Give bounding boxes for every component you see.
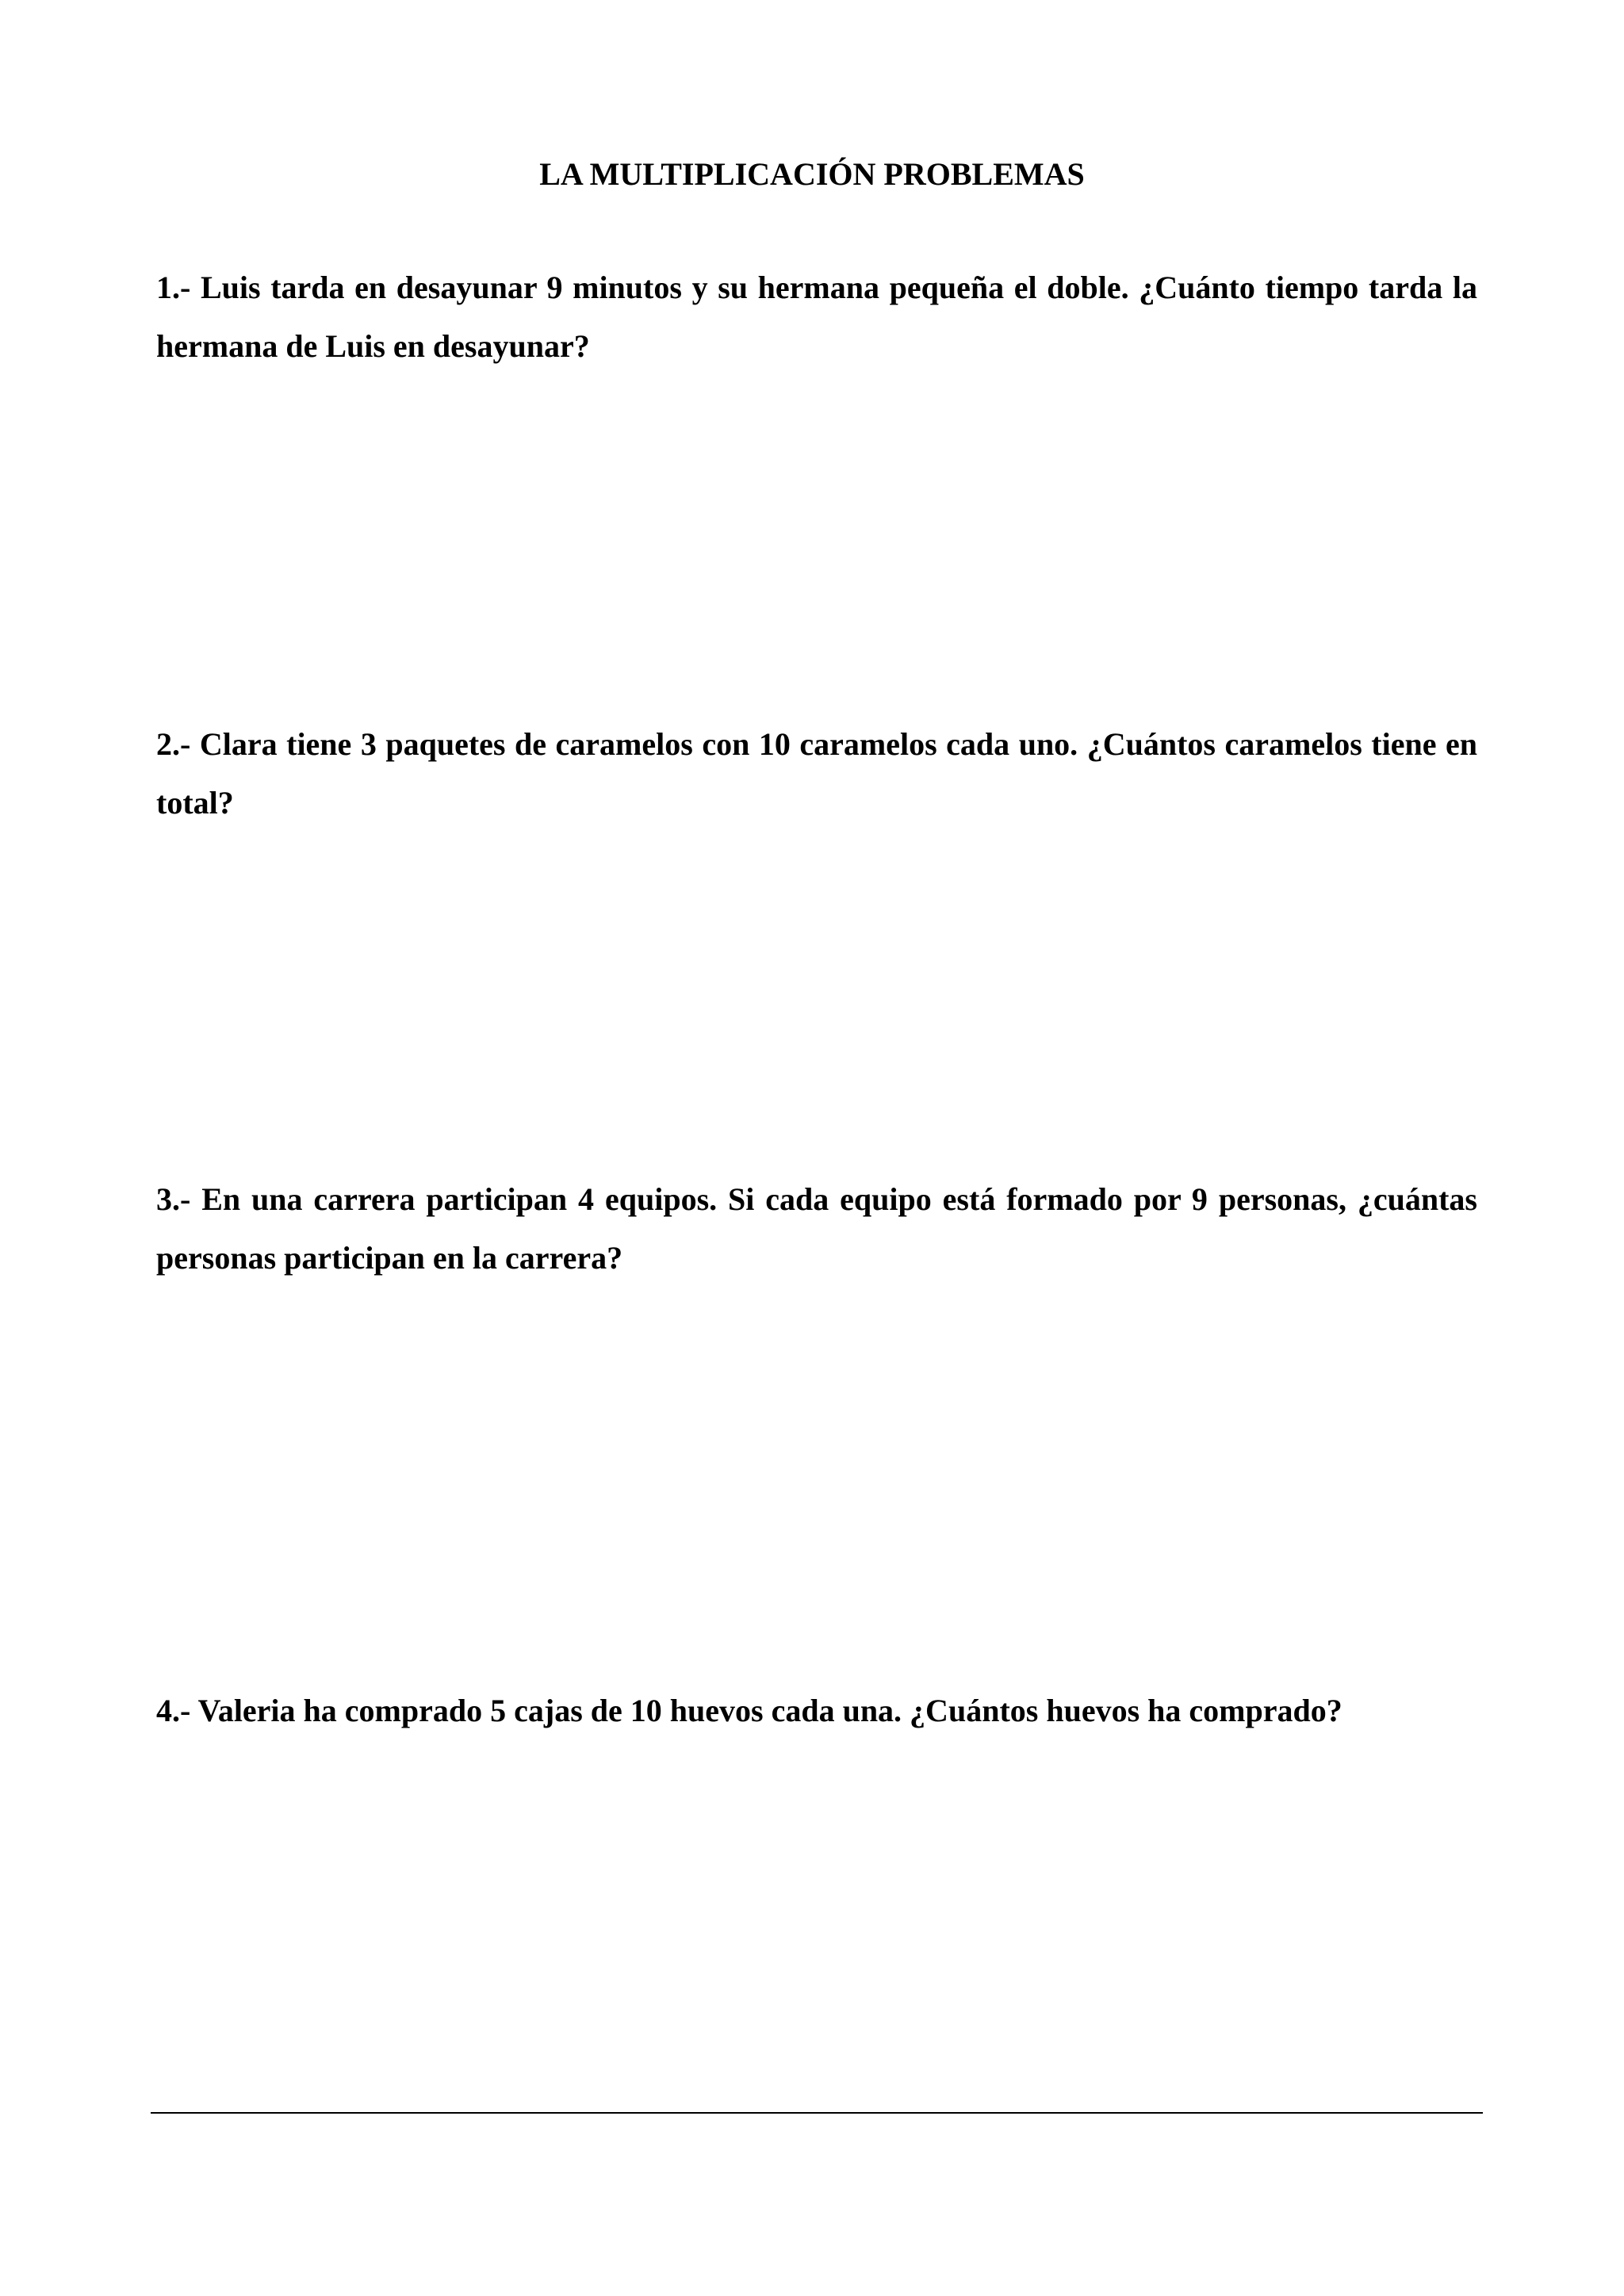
footer-divider [151, 2112, 1483, 2114]
problem-1: 1.- Luis tarda en desayunar 9 minutos y su hermana pequeña el doble. ¿Cuánto tiempo tarda la hermana de Luis en desayunar? [156, 270, 1477, 364]
problem-4: 4.- Valeria ha comprado 5 cajas de 10 huevos cada una. ¿Cuántos huevos ha comprado? [156, 1693, 1342, 1728]
page-title: LA MULTIPLICACIÓN PROBLEMAS [539, 156, 1085, 192]
problem-3: 3.- En una carrera participan 4 equipos. Si cada equipo está formado por 9 personas, ¿cuántas personas participan en la carrera? [156, 1181, 1477, 1276]
problem-2: 2.- Clara tiene 3 paquetes de caramelos con 10 caramelos cada uno. ¿Cuántos caramelos tiene en total? [156, 726, 1477, 821]
